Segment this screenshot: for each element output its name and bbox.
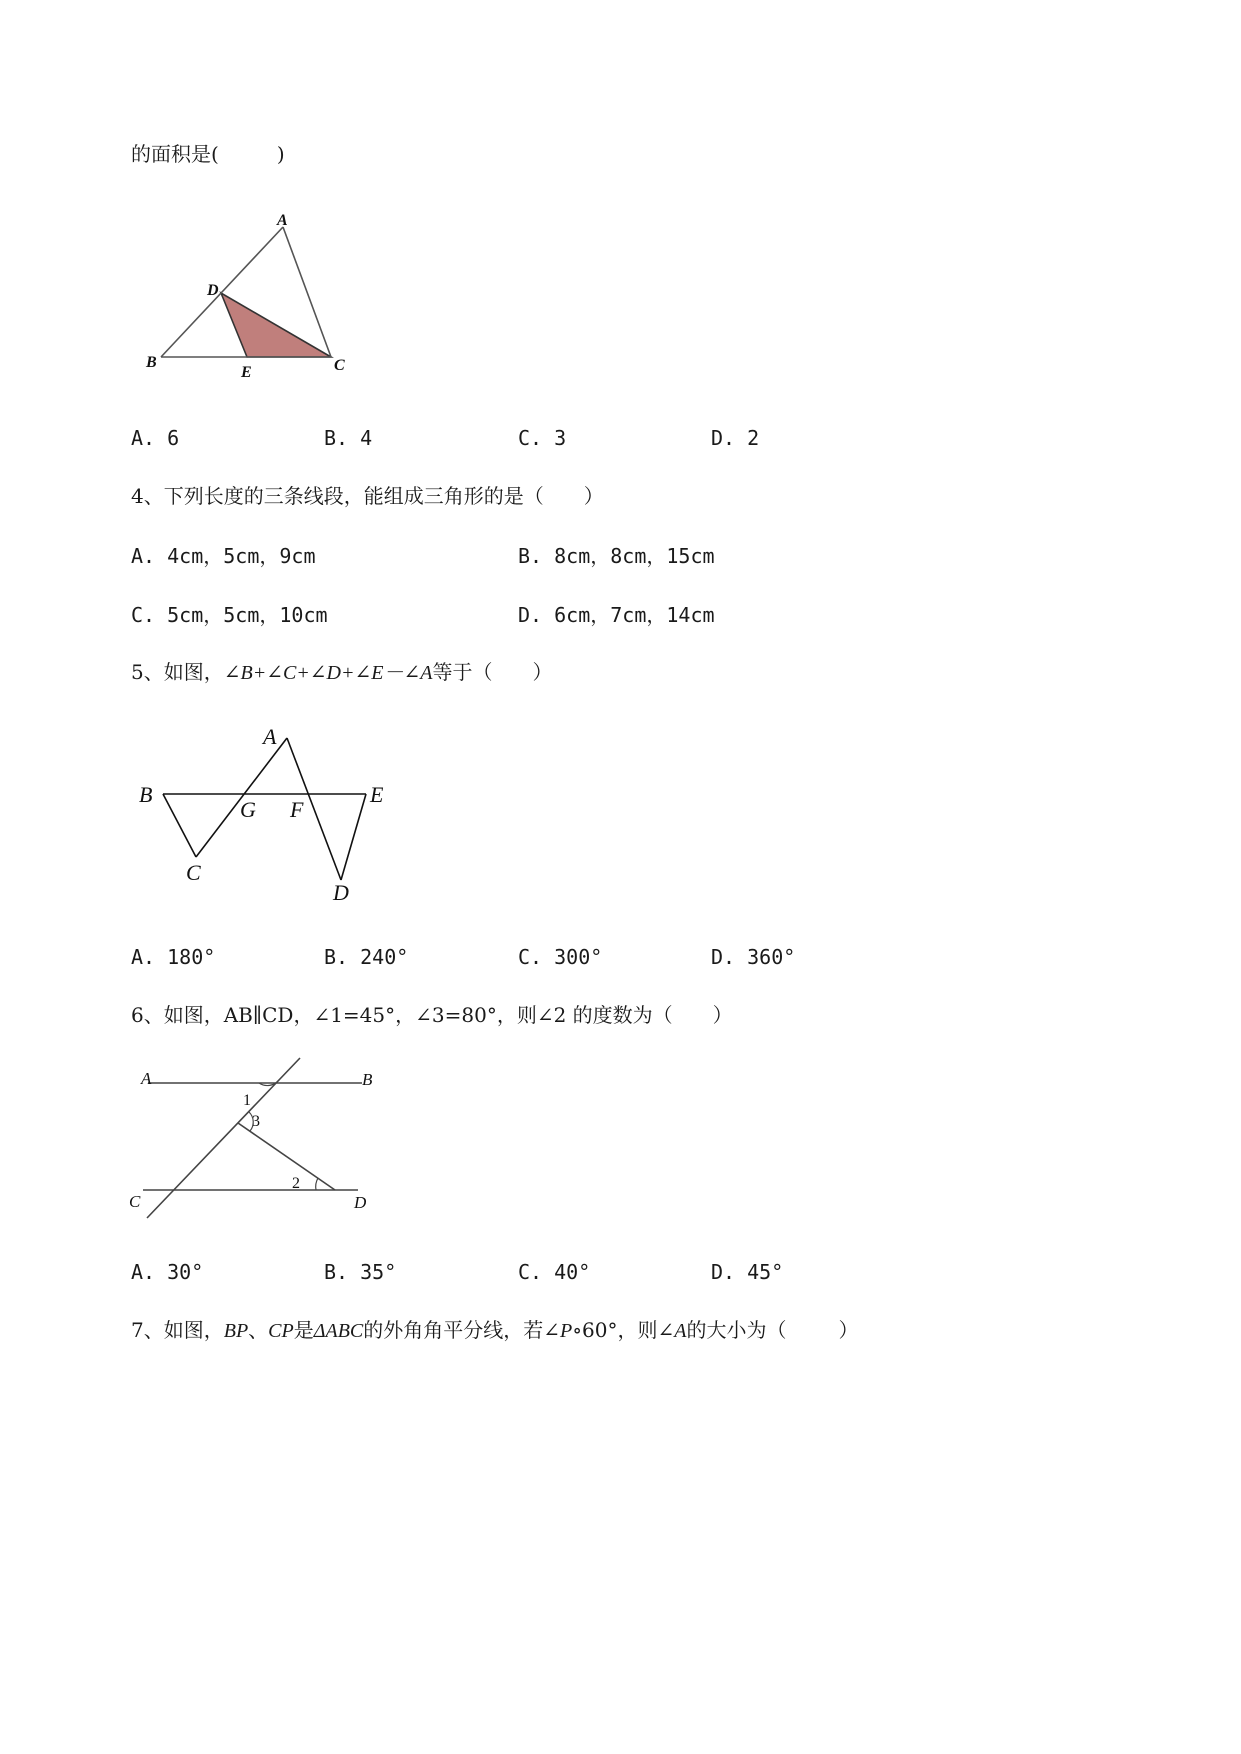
q4-option-b[interactable]: B. 8cm，8cm，15cm [518, 544, 715, 568]
q7-mid3: ，则 [617, 1318, 658, 1342]
q3-label-e: E [241, 364, 252, 381]
q5-stem-math: ∠B+∠C+∠D+∠E－∠A [223, 662, 433, 684]
q7-bp: BP [223, 1320, 249, 1342]
q4-option-a[interactable]: A. 4cm，5cm，9cm [131, 544, 316, 568]
q6-label-3: 3 [252, 1113, 260, 1130]
q7-triangle: ΔABC [313, 1320, 364, 1342]
q6-option-d[interactable]: D. 45° [711, 1260, 784, 1284]
q3-label-c: C [334, 357, 345, 374]
q3-option-d[interactable]: D. 2 [711, 426, 760, 450]
q7-tail: 的大小为（ [686, 1318, 787, 1342]
q5-label-c: C [186, 860, 201, 885]
q5-label-f: F [290, 797, 304, 822]
q5-label-b: B [139, 782, 153, 807]
q3-label-d: D [207, 282, 219, 299]
q6-option-a[interactable]: A. 30° [131, 1260, 204, 1284]
q6-label-d: D [354, 1193, 367, 1212]
q6-option-c[interactable]: C. 40° [518, 1260, 591, 1284]
q4-stem-text: 4、下列长度的三条线段，能组成三角形的是（ [131, 484, 544, 508]
q6-stem-close: ） [712, 1003, 733, 1027]
q7-angle-a: ∠A [657, 1320, 687, 1342]
q7-cp: CP [268, 1320, 294, 1342]
q5-option-a[interactable]: A. 180° [131, 945, 216, 969]
q5-stem-close: ） [532, 660, 553, 684]
q3-figure [140, 208, 380, 388]
q5-line-de [341, 794, 366, 880]
q3-label-b: B [146, 354, 157, 371]
q6-angle2-arc [316, 1178, 318, 1190]
q7-stem-close: ） [838, 1318, 859, 1342]
q5-option-d[interactable]: D. 360° [711, 945, 796, 969]
q5-stem [131, 660, 552, 685]
q6-segment-to-d [238, 1123, 335, 1190]
q3-label-a: A [277, 212, 288, 229]
q6-label-c: C [129, 1192, 141, 1211]
q6-label-a: A [141, 1069, 152, 1088]
q7-sep: 、 [248, 1318, 269, 1342]
q5-label-e: E [370, 782, 384, 807]
q5-stem-suffix: 等于（ [432, 660, 493, 684]
q5-figure [130, 720, 400, 910]
q7-angle-p: ∠P [543, 1320, 573, 1342]
q6-option-b[interactable]: B. 35° [324, 1260, 397, 1284]
q6-stem [131, 1003, 733, 1027]
q7-mid1: 是 [293, 1318, 314, 1342]
q5-stem-prefix: 5、如图， [131, 660, 224, 684]
q4-stem-close: ） [583, 484, 604, 508]
q3-option-c[interactable]: C. 3 [518, 426, 567, 450]
q7-angle-value: ∘60° [572, 1318, 618, 1342]
q5-label-d: D [333, 880, 349, 905]
q4-option-d[interactable]: D. 6cm，7cm，14cm [518, 603, 715, 627]
q6-label-b: B [362, 1070, 373, 1089]
q3-shaded-triangle-dec [221, 293, 331, 357]
q5-option-b[interactable]: B. 240° [324, 945, 409, 969]
q6-label-1: 1 [243, 1092, 251, 1109]
q6-stem-text: 6、如图，AB∥CD，∠1=45°，∠3=80°，则∠2 的度数为（ [131, 1003, 673, 1027]
q5-line-bc [163, 794, 196, 857]
q6-label-2: 2 [292, 1175, 300, 1192]
q3-stem-text: 的面积是( [131, 142, 219, 166]
q3-option-b[interactable]: B. 4 [324, 426, 373, 450]
q7-mid2: 的外角角平分线，若 [363, 1318, 544, 1342]
q4-option-c[interactable]: C. 5cm，5cm，10cm [131, 603, 328, 627]
q3-stem-close: ) [276, 142, 285, 166]
q5-option-c[interactable]: C. 300° [518, 945, 603, 969]
q7-stem-prefix: 7、如图， [131, 1318, 224, 1342]
q4-stem [131, 484, 604, 508]
q7-stem [131, 1318, 858, 1343]
q5-label-a: A [263, 724, 277, 749]
q6-figure [125, 1052, 385, 1232]
q3-option-a[interactable]: A. 6 [131, 426, 180, 450]
q3-stem [131, 142, 285, 166]
q5-label-g: G [240, 797, 256, 822]
